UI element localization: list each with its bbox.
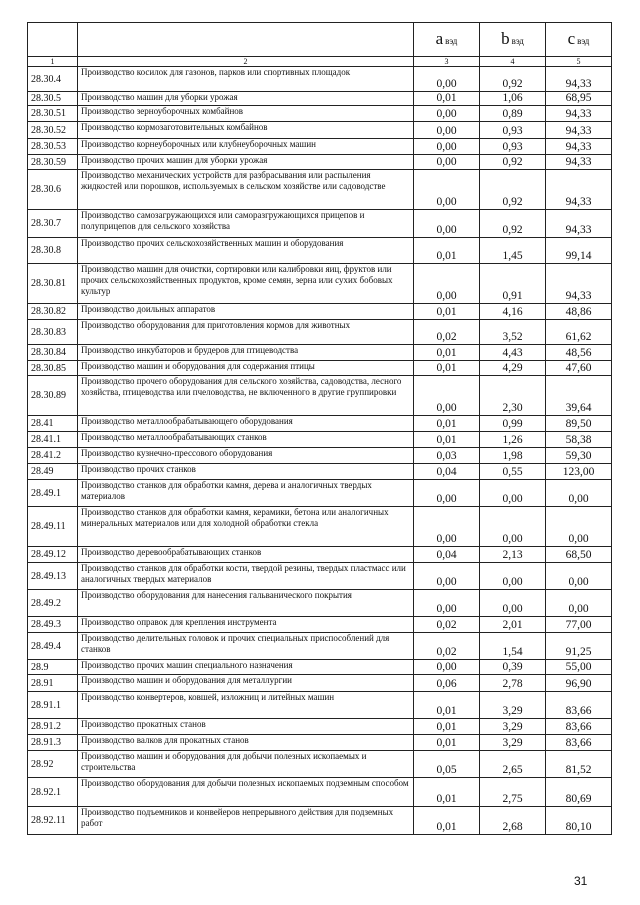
- row-value-a: 0,01: [414, 432, 480, 448]
- row-value-a: 0,00: [414, 106, 480, 122]
- row-name: Производство машин и оборудования для металлургии: [78, 675, 414, 692]
- table-row: [28, 735, 612, 751]
- row-name: Производство доильных аппаратов: [78, 304, 414, 320]
- header-c-cell: [546, 23, 612, 57]
- row-value-c: 0,00: [546, 507, 612, 547]
- header-c-sub: вэд: [577, 35, 590, 46]
- row-name: Производство деревообрабатывающих станков: [78, 547, 414, 563]
- row-name: Производство подъемников и конвейеров непрерывного действия для подземных работ: [78, 807, 414, 835]
- row-code: 28.30.81: [28, 264, 78, 304]
- table-row: [28, 122, 612, 139]
- row-value-a: 0,01: [414, 345, 480, 361]
- row-name: Производство металлообрабатывающего оборудования: [78, 416, 414, 432]
- row-value-c: 123,00: [546, 464, 612, 480]
- table-row: [28, 547, 612, 563]
- row-value-a: 0,04: [414, 464, 480, 480]
- row-name: Производство оборудования для нанесения гальванического покрытия: [78, 590, 414, 617]
- row-code: 28.30.82: [28, 304, 78, 320]
- row-value-c: 68,95: [546, 92, 612, 106]
- row-name: Производство машин и оборудования для содержания птицы: [78, 361, 414, 376]
- table-row: [28, 106, 612, 122]
- row-name: Производство прочих машин для уборки урожая: [78, 155, 414, 170]
- table-row: [28, 675, 612, 692]
- row-value-c: 94,33: [546, 170, 612, 210]
- row-value-b: 0,92: [480, 67, 546, 92]
- row-name: Производство машин для уборки урожая: [78, 92, 414, 106]
- row-name: Производство оборудования для добычи полезных ископаемых подземным способом: [78, 778, 414, 807]
- row-value-b: 3,29: [480, 719, 546, 735]
- row-value-c: 91,25: [546, 633, 612, 660]
- table-row: [28, 617, 612, 633]
- row-code: 28.91.3: [28, 735, 78, 751]
- row-name: Производство прочих сельскохозяйственных машин и оборудования: [78, 238, 414, 264]
- row-value-b: 3,29: [480, 735, 546, 751]
- row-code: 28.9: [28, 660, 78, 675]
- header-a-label: a: [435, 28, 444, 48]
- row-value-c: 89,50: [546, 416, 612, 432]
- row-value-a: 0,00: [414, 660, 480, 675]
- table-row: [28, 464, 612, 480]
- table-row: [28, 210, 612, 238]
- row-code: 28.41: [28, 416, 78, 432]
- row-value-c: 94,33: [546, 210, 612, 238]
- row-value-a: 0,01: [414, 92, 480, 106]
- row-name: Производство станков для обработки камня, дерева и аналогичных твердых материалов: [78, 480, 414, 507]
- row-code: 28.30.84: [28, 345, 78, 361]
- table-row: [28, 660, 612, 675]
- row-value-c: 83,66: [546, 719, 612, 735]
- row-code: 28.30.59: [28, 155, 78, 170]
- row-value-b: 0,92: [480, 170, 546, 210]
- table-row: [28, 563, 612, 590]
- row-name: Производство прокатных станов: [78, 719, 414, 735]
- row-value-b: 2,30: [480, 376, 546, 416]
- row-value-c: 39,64: [546, 376, 612, 416]
- row-value-c: 81,52: [546, 751, 612, 778]
- row-value-b: 1,98: [480, 448, 546, 464]
- header-a-sub: вэд: [445, 35, 458, 46]
- row-value-c: 80,69: [546, 778, 612, 807]
- row-name: Производство корнеуборочных или клубнеуборочных машин: [78, 139, 414, 155]
- row-value-a: 0,01: [414, 416, 480, 432]
- row-value-c: 99,14: [546, 238, 612, 264]
- row-value-b: 0,39: [480, 660, 546, 675]
- row-value-c: 94,33: [546, 155, 612, 170]
- table-row: [28, 345, 612, 361]
- row-name: Производство косилок для газонов, парков или спортивных площадок: [78, 67, 414, 92]
- row-value-c: 0,00: [546, 480, 612, 507]
- row-value-c: 83,66: [546, 692, 612, 719]
- row-value-b: 0,00: [480, 507, 546, 547]
- row-value-a: 0,00: [414, 590, 480, 617]
- row-code: 28.30.7: [28, 210, 78, 238]
- row-value-a: 0,00: [414, 264, 480, 304]
- row-value-a: 0,01: [414, 304, 480, 320]
- row-code: 28.92: [28, 751, 78, 778]
- row-code: 28.30.6: [28, 170, 78, 210]
- row-value-a: 0,06: [414, 675, 480, 692]
- row-value-b: 4,16: [480, 304, 546, 320]
- row-value-a: 0,00: [414, 139, 480, 155]
- row-value-a: 0,00: [414, 170, 480, 210]
- row-code: 28.30.51: [28, 106, 78, 122]
- column-number: 2: [78, 57, 414, 67]
- row-value-b: 2,65: [480, 751, 546, 778]
- row-code: 28.91.1: [28, 692, 78, 719]
- row-name: Производство зерноуборочных комбайнов: [78, 106, 414, 122]
- row-code: 28.49: [28, 464, 78, 480]
- row-value-c: 0,00: [546, 590, 612, 617]
- row-name: Производство прочих станков: [78, 464, 414, 480]
- column-number: 4: [480, 57, 546, 67]
- row-value-c: 48,56: [546, 345, 612, 361]
- table-row: [28, 692, 612, 719]
- row-value-b: 0,55: [480, 464, 546, 480]
- header-a-cell: [414, 23, 480, 57]
- row-code: 28.30.53: [28, 139, 78, 155]
- table-row: [28, 376, 612, 416]
- row-value-a: 0,00: [414, 376, 480, 416]
- column-number: 1: [28, 57, 78, 67]
- column-number: 5: [546, 57, 612, 67]
- row-value-a: 0,00: [414, 122, 480, 139]
- row-code: 28.30.85: [28, 361, 78, 376]
- row-value-b: 0,89: [480, 106, 546, 122]
- row-value-c: 94,33: [546, 139, 612, 155]
- row-code: 28.30.52: [28, 122, 78, 139]
- row-value-c: 59,30: [546, 448, 612, 464]
- header-name-cell: [78, 23, 414, 57]
- row-value-b: 0,99: [480, 416, 546, 432]
- row-value-b: 3,52: [480, 320, 546, 345]
- row-name: Производство прочих машин специального назначения: [78, 660, 414, 675]
- row-value-c: 55,00: [546, 660, 612, 675]
- table-row: [28, 633, 612, 660]
- header-row: [28, 23, 612, 57]
- row-value-a: 0,00: [414, 67, 480, 92]
- table-row: [28, 416, 612, 432]
- row-name: Производство самозагружающихся или саморазгружающихся прицепов и полуприцепов для сельского хозяйства: [78, 210, 414, 238]
- row-value-b: 0,00: [480, 563, 546, 590]
- row-name: Производство станков для обработки кости, твердой резины, твердых пластмасс или аналогичных твердых материалов: [78, 563, 414, 590]
- table-row: [28, 807, 612, 835]
- row-name: Производство машин для очистки, сортировки или калибровки яиц, фруктов или прочих сельскохозяйственных продуктов, кроме семян, зерна или сухих бобовых культур: [78, 264, 414, 304]
- row-code: 28.91.2: [28, 719, 78, 735]
- row-value-b: 1,06: [480, 92, 546, 106]
- row-code: 28.30.8: [28, 238, 78, 264]
- row-value-a: 0,00: [414, 480, 480, 507]
- row-value-a: 0,05: [414, 751, 480, 778]
- table-row: [28, 778, 612, 807]
- header-b-label: b: [501, 28, 510, 48]
- header-b-sub: вэд: [511, 35, 524, 46]
- row-value-a: 0,00: [414, 563, 480, 590]
- row-value-c: 94,33: [546, 67, 612, 92]
- row-code: 28.41.1: [28, 432, 78, 448]
- row-code: 28.49.1: [28, 480, 78, 507]
- table-row: [28, 480, 612, 507]
- row-value-b: 0,00: [480, 480, 546, 507]
- row-name: Производство кузнечно-прессового оборудования: [78, 448, 414, 464]
- column-number-row: [28, 57, 612, 67]
- row-value-b: 0,92: [480, 155, 546, 170]
- row-value-c: 47,60: [546, 361, 612, 376]
- row-value-b: 1,26: [480, 432, 546, 448]
- row-name: Производство валков для прокатных станов: [78, 735, 414, 751]
- table-row: [28, 448, 612, 464]
- row-value-a: 0,00: [414, 155, 480, 170]
- row-value-b: 1,45: [480, 238, 546, 264]
- table-row: [28, 320, 612, 345]
- table-row: [28, 719, 612, 735]
- row-code: 28.30.89: [28, 376, 78, 416]
- row-name: Производство делительных головок и прочих специальных приспособлений для станков: [78, 633, 414, 660]
- row-value-c: 83,66: [546, 735, 612, 751]
- row-code: 28.49.4: [28, 633, 78, 660]
- row-code: 28.30.83: [28, 320, 78, 345]
- row-name: Производство механических устройств для разбрасывания или распыления жидкостей или порошков, используемых в сельском хозяйстве или садоводстве: [78, 170, 414, 210]
- column-number: 3: [414, 57, 480, 67]
- table-row: [28, 264, 612, 304]
- row-value-a: 0,01: [414, 735, 480, 751]
- row-code: 28.41.2: [28, 448, 78, 464]
- row-value-c: 80,10: [546, 807, 612, 835]
- row-value-a: 0,01: [414, 238, 480, 264]
- row-code: 28.49.11: [28, 507, 78, 547]
- row-name: Производство конвертеров, ковшей, изложниц и литейных машин: [78, 692, 414, 719]
- row-value-a: 0,01: [414, 692, 480, 719]
- row-value-c: 94,33: [546, 106, 612, 122]
- row-value-c: 48,86: [546, 304, 612, 320]
- row-name: Производство кормозаготовительных комбайнов: [78, 122, 414, 139]
- row-code: 28.92.11: [28, 807, 78, 835]
- row-value-c: 0,00: [546, 563, 612, 590]
- row-value-a: 0,02: [414, 617, 480, 633]
- row-value-b: 3,29: [480, 692, 546, 719]
- row-value-b: 0,91: [480, 264, 546, 304]
- row-name: Производство инкубаторов и брудеров для птицеводства: [78, 345, 414, 361]
- table-row: [28, 139, 612, 155]
- row-value-b: 2,75: [480, 778, 546, 807]
- row-value-b: 2,78: [480, 675, 546, 692]
- row-value-c: 58,38: [546, 432, 612, 448]
- row-code: 28.49.12: [28, 547, 78, 563]
- row-value-b: 0,00: [480, 590, 546, 617]
- row-value-b: 2,68: [480, 807, 546, 835]
- row-value-b: 0,93: [480, 139, 546, 155]
- table-row: [28, 155, 612, 170]
- header-b-cell: [480, 23, 546, 57]
- row-value-a: 0,03: [414, 448, 480, 464]
- row-value-b: 4,29: [480, 361, 546, 376]
- row-value-b: 2,01: [480, 617, 546, 633]
- row-value-a: 0,00: [414, 507, 480, 547]
- row-value-b: 4,43: [480, 345, 546, 361]
- row-value-a: 0,01: [414, 719, 480, 735]
- table-row: [28, 304, 612, 320]
- row-value-a: 0,00: [414, 210, 480, 238]
- row-value-c: 94,33: [546, 264, 612, 304]
- row-code: 28.92.1: [28, 778, 78, 807]
- row-code: 28.49.13: [28, 563, 78, 590]
- row-value-a: 0,01: [414, 807, 480, 835]
- row-value-c: 94,33: [546, 122, 612, 139]
- row-name: Производство металлообрабатывающих станков: [78, 432, 414, 448]
- table-row: [28, 507, 612, 547]
- row-code: 28.49.3: [28, 617, 78, 633]
- table-row: [28, 92, 612, 106]
- row-value-a: 0,02: [414, 633, 480, 660]
- row-value-c: 77,00: [546, 617, 612, 633]
- row-value-b: 0,92: [480, 210, 546, 238]
- row-value-c: 68,50: [546, 547, 612, 563]
- row-value-b: 1,54: [480, 633, 546, 660]
- row-name: Производство машин и оборудования для добычи полезных ископаемых и строительства: [78, 751, 414, 778]
- table-row: [28, 170, 612, 210]
- row-value-a: 0,04: [414, 547, 480, 563]
- table-row: [28, 361, 612, 376]
- table-row: [28, 590, 612, 617]
- row-code: 28.91: [28, 675, 78, 692]
- row-value-b: 2,13: [480, 547, 546, 563]
- row-value-c: 96,90: [546, 675, 612, 692]
- row-value-c: 61,62: [546, 320, 612, 345]
- row-value-b: 0,93: [480, 122, 546, 139]
- header-c-label: c: [567, 28, 576, 48]
- coefficients-table: [27, 22, 612, 835]
- table-row: [28, 238, 612, 264]
- table-row: [28, 67, 612, 92]
- row-name: Производство станков для обработки камня, керамики, бетона или аналогичных минеральных материалов или для холодной обработки стекла: [78, 507, 414, 547]
- table-row: [28, 751, 612, 778]
- table-body: [28, 67, 612, 835]
- row-value-a: 0,01: [414, 361, 480, 376]
- row-name: Производство оправок для крепления инструмента: [78, 617, 414, 633]
- row-name: Производство оборудования для приготовления кормов для животных: [78, 320, 414, 345]
- row-code: 28.30.5: [28, 92, 78, 106]
- table-row: [28, 432, 612, 448]
- header-code-cell: [28, 23, 78, 57]
- row-value-a: 0,02: [414, 320, 480, 345]
- page-number: 31: [574, 874, 588, 888]
- row-name: Производство прочего оборудования для сельского хозяйства, садоводства, лесного хозяйства, птицеводства или пчеловодства, не включенного в другие группировки: [78, 376, 414, 416]
- row-value-a: 0,01: [414, 778, 480, 807]
- row-code: 28.30.4: [28, 67, 78, 92]
- row-code: 28.49.2: [28, 590, 78, 617]
